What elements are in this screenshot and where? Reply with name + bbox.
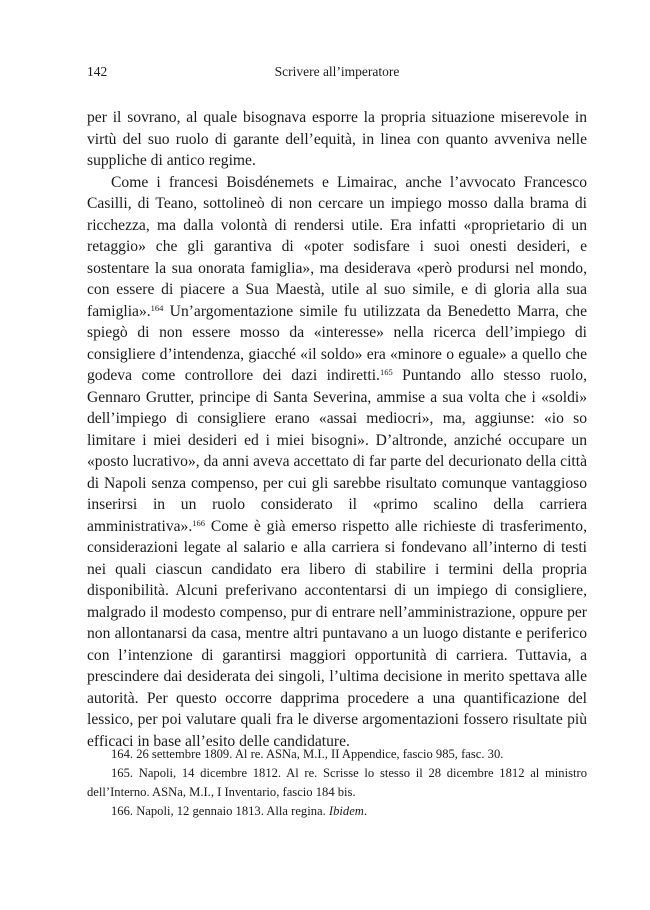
page-number: 142	[87, 64, 108, 79]
footnote-166-end: .	[363, 804, 368, 818]
body-text	[87, 107, 587, 752]
footnote-ref-164[interactable]: 164	[150, 302, 164, 313]
book-page	[87, 0, 587, 910]
footnote-ref-165[interactable]: 165	[379, 367, 393, 377]
footnote-164: 164. 26 settembre 1809. Al re. ASNa, M.I., II Appendice, fascio 985, fasc. 30.	[111, 747, 504, 761]
footnote-ref-166[interactable]: 166	[192, 517, 205, 528]
paragraph-2-sentence-3: Puntando allo stesso ruolo, Gennaro Grutter, principe di Santa Severina, ammise a sua volta che i «soldi» dell’impiego di consigliere erano «assai mediocri», ma, aggiunse: «io so limitare i miei desideri ed i miei bisogni». D’altronde, anziché occupare un «posto lucrativo», da anni aveva accettato di far parte del decurionato della città di Napoli senza compenso, per cui gli sarebbe risultato comunque vantaggioso inserirsi in un ruolo considerato il «primo scalino della carriera amministrativa».	[87, 367, 587, 535]
footnote-166-text: 166. Napoli, 12 gennaio 1813. Alla regina.	[111, 804, 329, 818]
running-head	[87, 63, 587, 81]
running-title: Scrivere all’imperatore	[274, 64, 400, 79]
paragraph-2-sentence-2: Un’argomentazione simile fu utilizzata da Benedetto Marra, che spiegò di non essere mosso da «interesse» nella ricerca dell’impiego di consigliere d’intendenza, giacché «il soldo» era «minore o eguale» a quello che godeva come controllore dei dazi indiretti.	[87, 302, 587, 384]
footnote-166-ibidem: Ibidem	[328, 804, 364, 818]
paragraph-2-sentence-1: Come i francesi Boisdénemets e Limairac, anche l’avvocato Francesco Casilli, di Teano, sottolineò di non cercare un impiego mosso dalla brama di ricchezza, ma dalla volontà di rendersi utile. Era infatti «proprietario di un retaggio» che gli garantiva di «poter sodisfare i suoi onesti desideri, e sostentare la sua onorata famiglia», ma desiderava «però prodursi nel mondo, con essere di piacere a Sua Maestà, utile al suo simile, e di gloria alla sua famiglia».	[87, 173, 587, 320]
paragraph-1: per il sovrano, al quale bisognava esporre la propria situazione miserevole in virtù del suo ruolo di garante dell’equità, in linea con quanto avveniva nelle suppliche di antico regime.	[87, 109, 587, 169]
footnote-165: 165. Napoli, 14 dicembre 1812. Al re. Scrisse lo stesso il 28 dicembre 1812 al ministro dell’Interno. ASNa, M.I., I Inventario, fascio 184 bis.	[87, 766, 587, 799]
paragraph-2	[87, 172, 587, 753]
paragraph-2-sentence-4: Come è già emerso rispetto alle richieste di trasferimento, considerazioni legate al salario e alla carriera si fondevano all’interno di testi nei quali ciascun candidato era libero di stabilire i termini della propria disponibilità. Alcuni preferivano accontentarsi di un impiego di consigliere, malgrado il modesto compenso, pur di entrare nell’amministrazione, oppure per non allontanarsi da casa, mentre altri puntavano a un luogo distante e periferico con l’intenzione di garantirsi maggiori opportunità di carriera. Tuttavia, a prescindere dai desiderata dei singoli, l’ultima decisione in merito spettava alle autorità. Per questo occorre dapprima procedere a una quantificazione del lessico, per poi valutare quali fra le diverse argomentazioni fossero risultate più efficaci in base all’esito delle candidature.	[87, 517, 587, 750]
footnote-166	[87, 802, 587, 821]
footnotes	[87, 745, 587, 821]
